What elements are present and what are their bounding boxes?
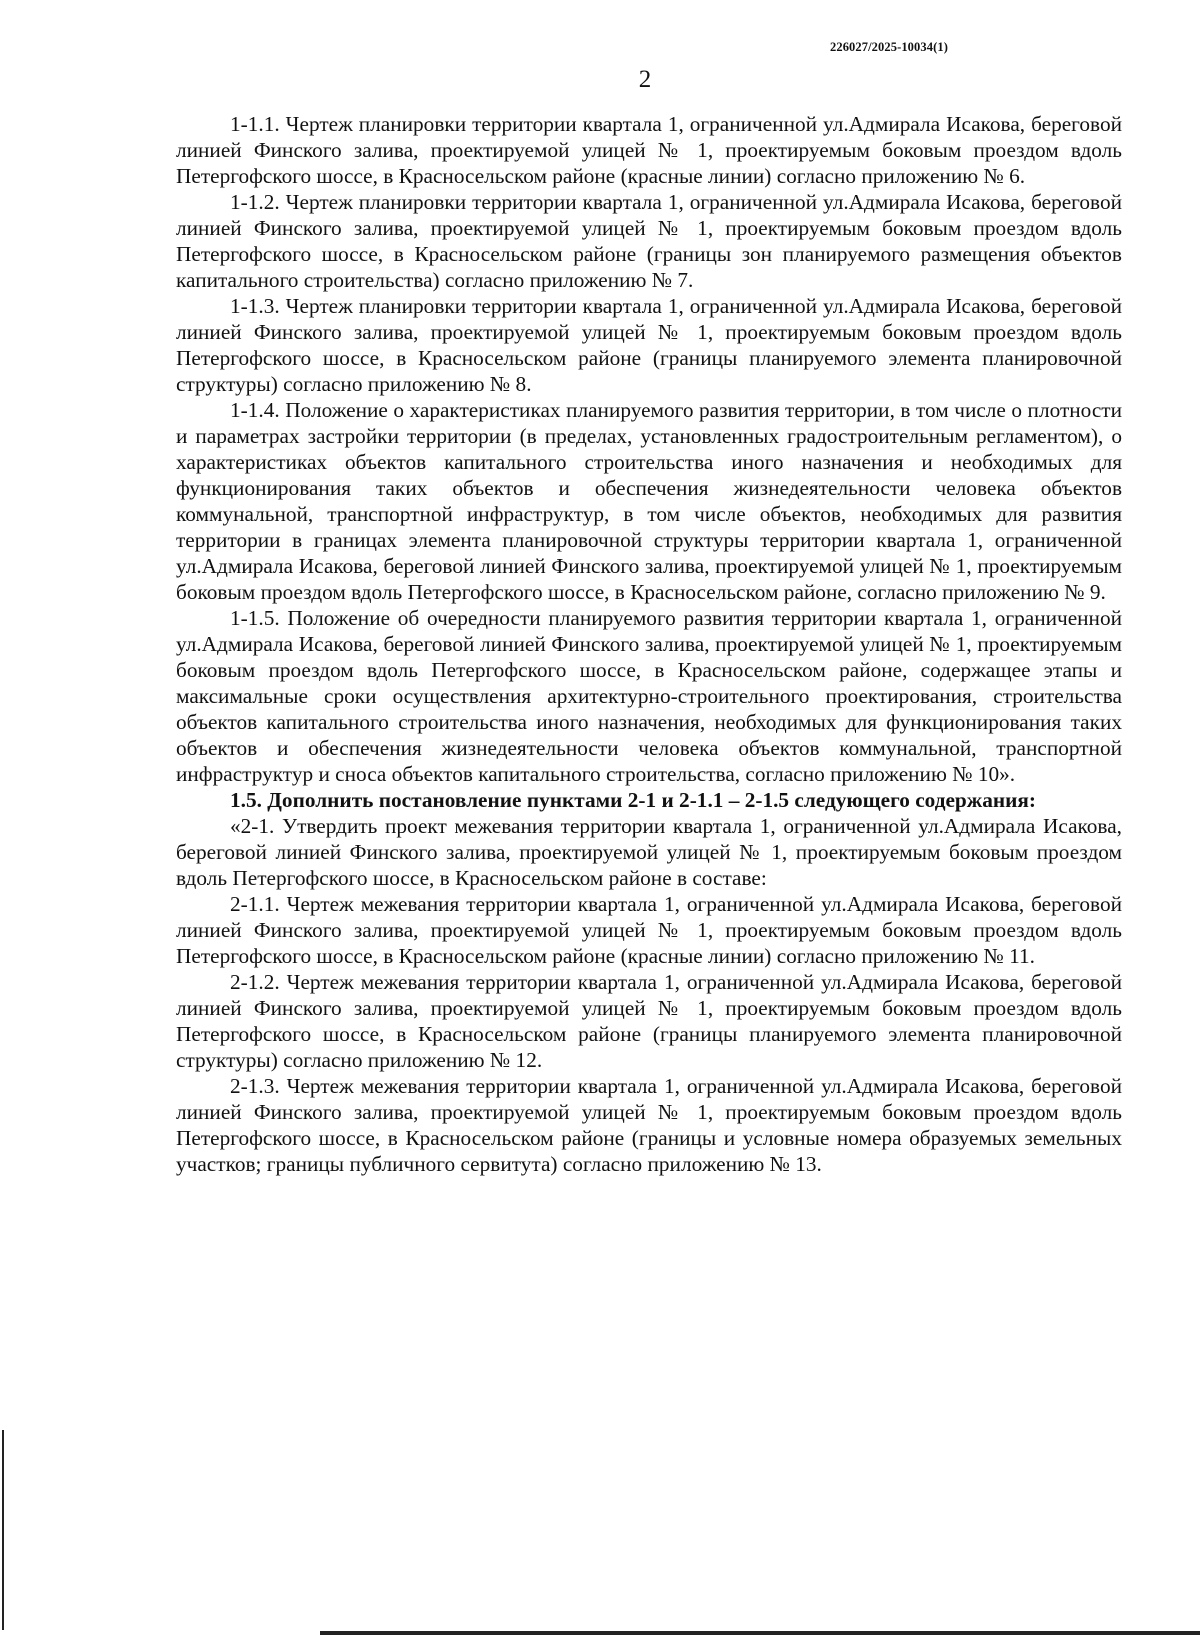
scan-edge-bottom [320,1631,1200,1635]
document-body [176,111,1122,1177]
paragraph-1-1-5: 1-1.5. Положение об очередности планируемого развития территории квартала 1, ограниченной ул.Адмирала Исакова, береговой линией Финского залива, проектируемой улицей № 1, проектируемым боковым проездом вдоль Петергофского шоссе, в Красносельском районе, содержащее этапы и максимальные сроки осуществления архитектурно-строительного проектирования, строительства объектов капитального строительства иного назначения, необходимых для функционирования таких объектов и обеспечения жизнедеятельности человека объектов коммунальной, транспортной инфраструктур и сноса объектов капитального строительства, согласно приложению № 10». [176,606,1122,786]
paragraph-1-1-2: 1-1.2. Чертеж планировки территории квартала 1, ограниченной ул.Адмирала Исакова, береговой линией Финского залива, проектируемой улицей № 1, проектируемым боковым проездом вдоль Петергофского шоссе, в Красносельском районе (границы зон планируемого размещения объектов капитального строительства) согласно приложению № 7. [176,190,1122,292]
page-number: 2 [638,66,652,93]
paragraph-1-1-3: 1-1.3. Чертеж планировки территории квартала 1, ограниченной ул.Адмирала Исакова, береговой линией Финского залива, проектируемой улицей № 1, проектируемым боковым проездом вдоль Петергофского шоссе, в Красносельском районе (границы планируемого элемента планировочной структуры) согласно приложению № 8. [176,294,1122,396]
document-id: 226027/2025-10034(1) [830,40,948,54]
paragraph-2-1-1: 2-1.1. Чертеж межевания территории квартала 1, ограниченной ул.Адмирала Исакова, береговой линией Финского залива, проектируемой улицей № 1, проектируемым боковым проездом вдоль Петергофского шоссе, в Красносельском районе (красные линии) согласно приложению № 11. [176,892,1122,968]
paragraph-2-1-3: 2-1.3. Чертеж межевания территории квартала 1, ограниченной ул.Адмирала Исакова, береговой линией Финского залива, проектируемой улицей № 1, проектируемым боковым проездом вдоль Петергофского шоссе, в Красносельском районе (границы и условные номера образуемых земельных участков; границы публичного сервитута) согласно приложению № 13. [176,1074,1122,1176]
paragraph-2-1: «2-1. Утвердить проект межевания территории квартала 1, ограниченной ул.Адмирала Исакова, береговой линией Финского залива, проектируемой улицей № 1, проектируемым боковым проездом вдоль Петергофского шоссе, в Красносельском районе в составе: [176,814,1122,890]
scan-edge-left [2,1430,4,1630]
paragraph-1-1-4: 1-1.4. Положение о характеристиках планируемого развития территории, в том числе о плотности и параметрах застройки территории (в пределах, установленных градостроительным регламентом), о характеристиках объектов капитального строительства иного назначения и необходимых для функционирования таких объектов и обеспечения жизнедеятельности человека объектов коммунальной, транспортной инфраструктур, в том числе объектов, необходимых для развития территории в границах элемента планировочной структуры территории квартала 1, ограниченной ул.Адмирала Исакова, береговой линией Финского залива, проектируемой улицей № 1, проектируемым боковым проездом вдоль Петергофского шоссе, в Красносельском районе, согласно приложению № 9. [176,398,1122,604]
paragraph-2-1-2: 2-1.2. Чертеж межевания территории квартала 1, ограниченной ул.Адмирала Исакова, береговой линией Финского залива, проектируемой улицей № 1, проектируемым боковым проездом вдоль Петергофского шоссе, в Красносельском районе (границы планируемого элемента планировочной структуры) согласно приложению № 12. [176,970,1122,1072]
paragraph-1-5: 1.5. Дополнить постановление пунктами 2-1 и 2-1.1 – 2-1.5 следующего содержания: [230,788,1037,812]
paragraph-1-1-1: 1-1.1. Чертеж планировки территории квартала 1, ограниченной ул.Адмирала Исакова, береговой линией Финского залива, проектируемой улицей № 1, проектируемым боковым проездом вдоль Петергофского шоссе, в Красносельском районе (красные линии) согласно приложению № 6. [176,112,1122,188]
